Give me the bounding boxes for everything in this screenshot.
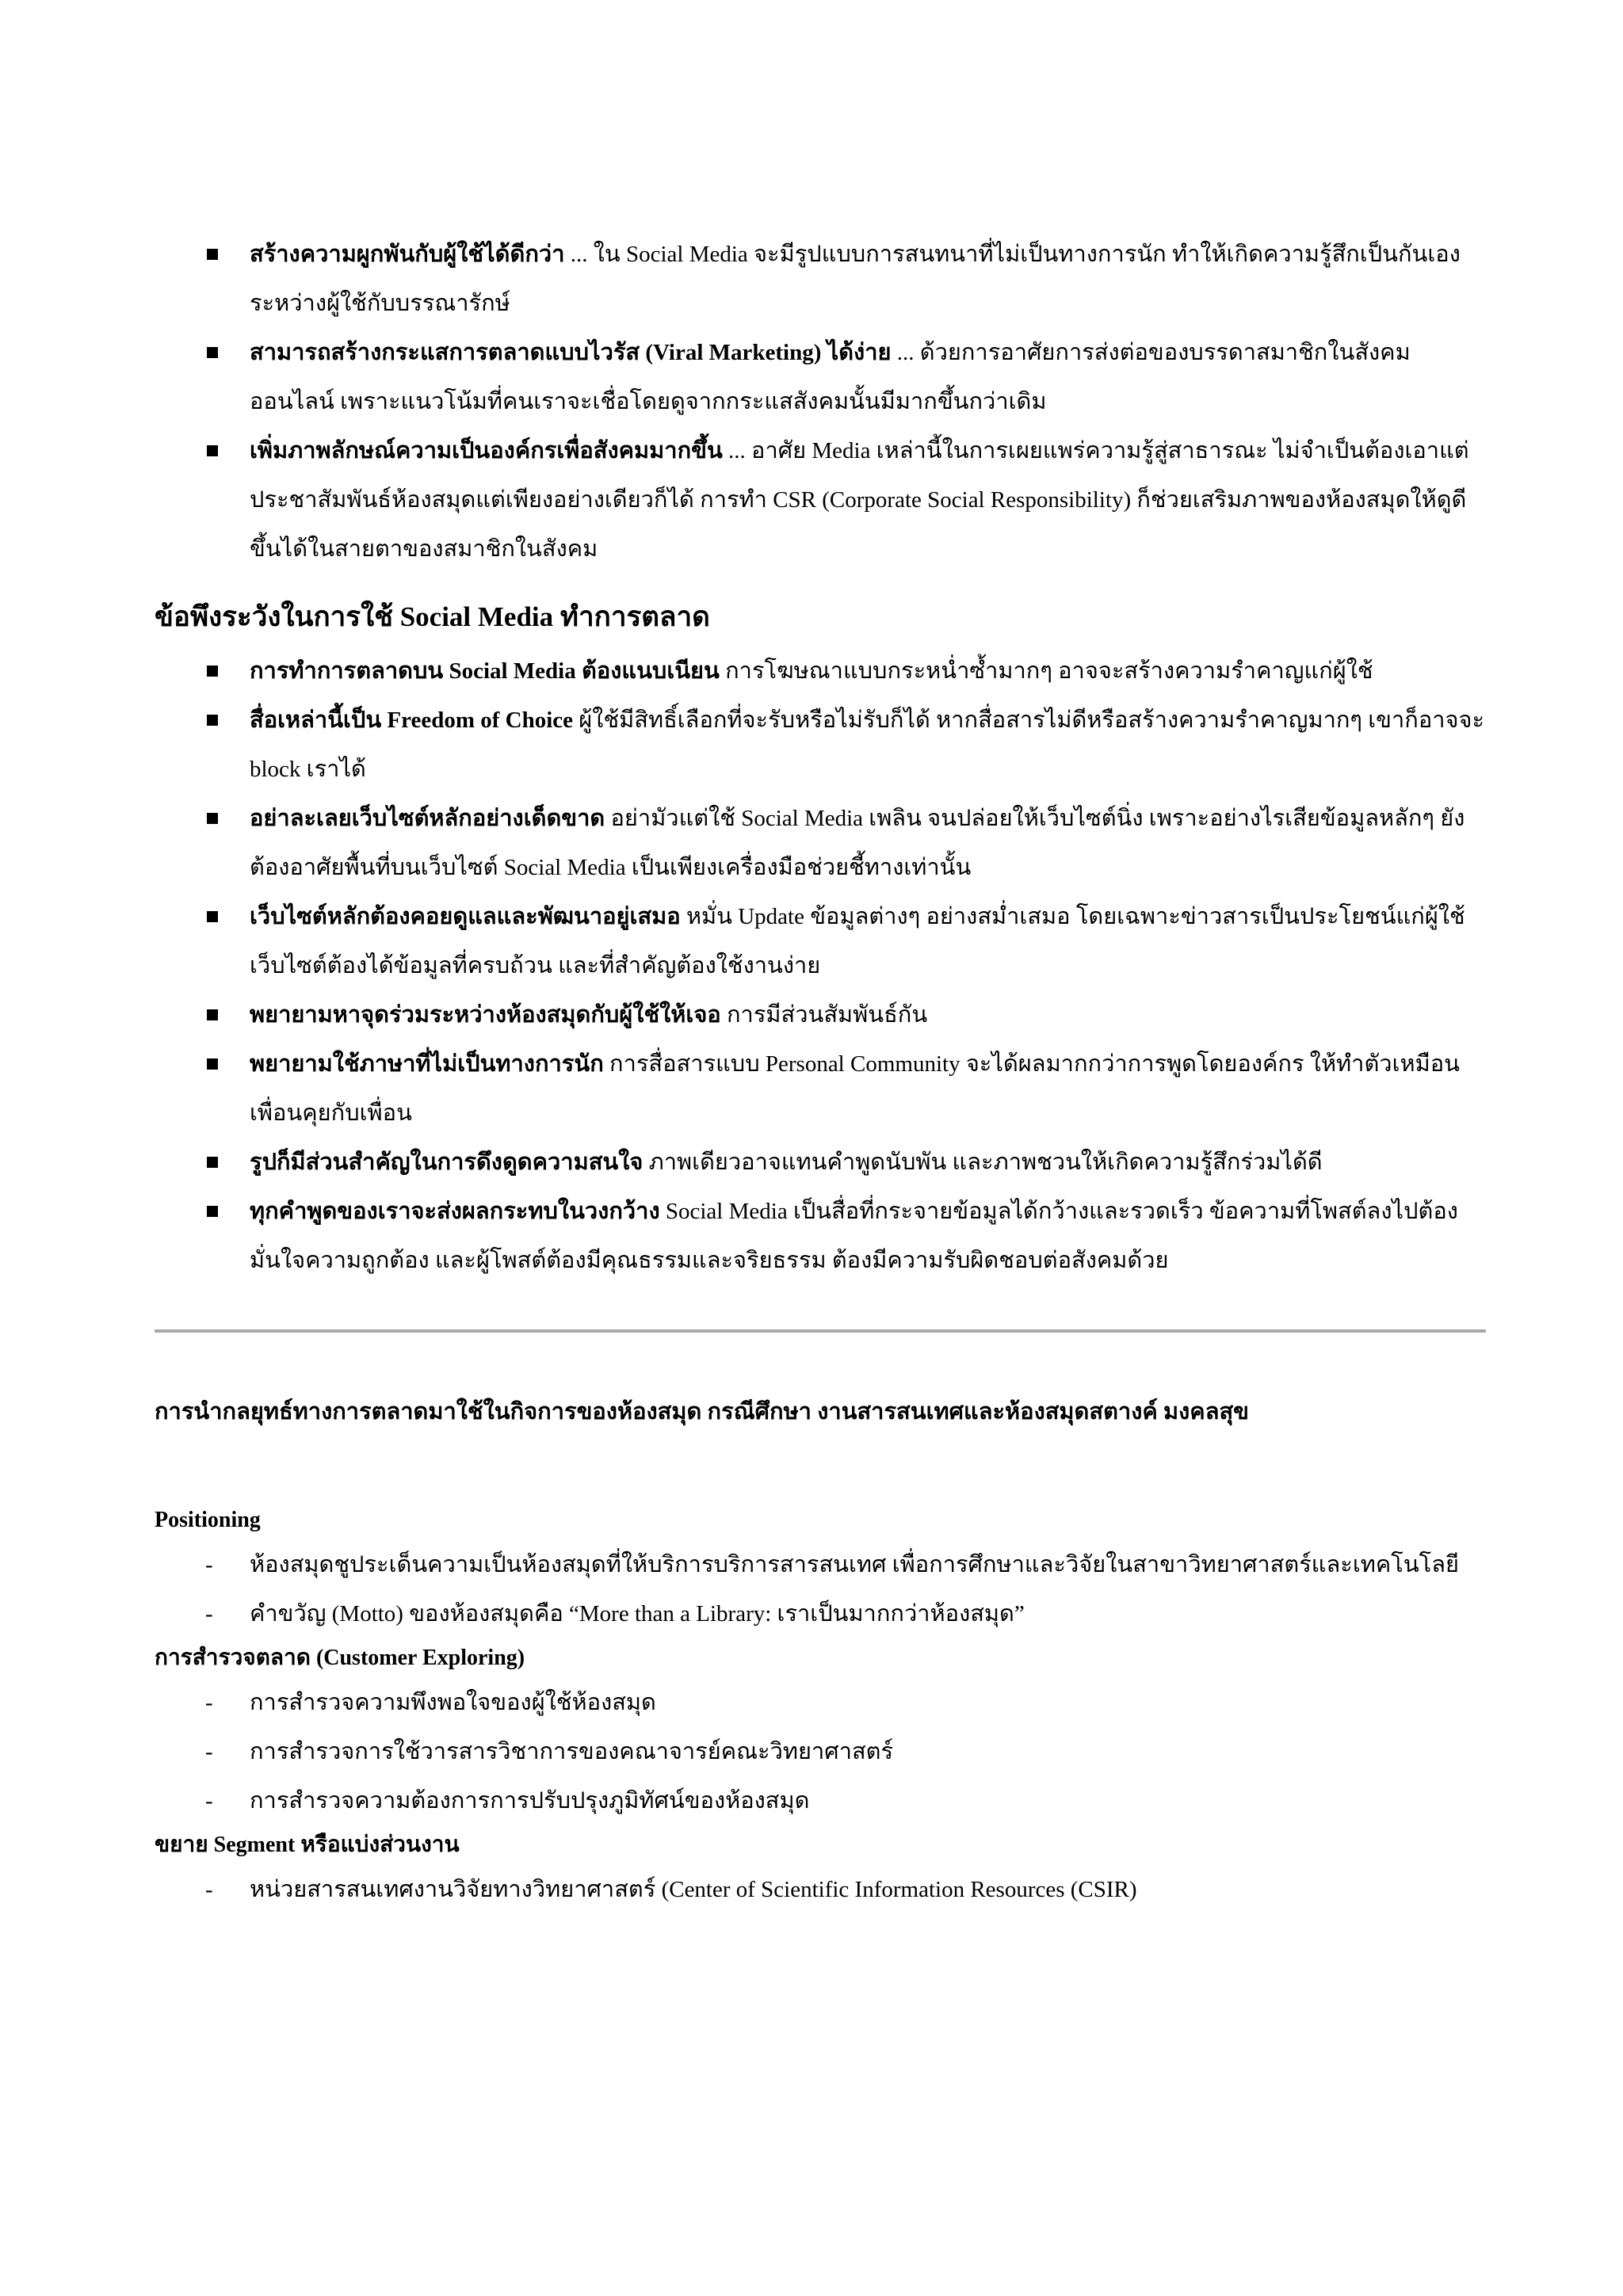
section-divider [155,1329,1486,1333]
positioning-heading: Positioning [155,1508,261,1532]
list-item: รูปก็มีส่วนสำคัญในการดึงดูดความสนใจ ภาพเดียวอาจแทนคำพูดนับพัน และภาพชวนให้เกิดความรู้สึกร่วมได้ดี [155,1138,1486,1187]
dash-marker: - [205,1739,213,1764]
square-bullet-icon [207,347,218,358]
list-item: - การสำรวจความต้องการการปรับปรุงภูมิทัศน์ของห้องสมุด [155,1776,1486,1825]
article-title: การนำกลยุทธ์ทางการตลาดมาใช้ในกิจการของห้องสมุด กรณีศึกษา งานสารสนเทศและห้องสมุดสตางค์ มงคลสุข [155,1399,1249,1425]
list-item: - หน่วยสารสนเทศงานวิจัยทางวิทยาศาสตร์ (Center of Scientific Information Resources (CSIR) [155,1865,1486,1914]
square-bullet-icon [207,1009,218,1020]
list-item: พยายามหาจุดร่วมระหว่างห้องสมุดกับผู้ใช้ให้เจอ การมีส่วนสัมพันธ์กัน [155,990,1486,1039]
list-item: พยายามใช้ภาษาที่ไม่เป็นทางการนัก การสื่อสารแบบ Personal Community จะได้ผลมากกว่าการพูดโดยองค์กร ให้ทำตัวเหมือนเพื่อนคุยกับเพื่อน [155,1039,1486,1138]
list-item: - การสำรวจความพึงพอใจของผู้ใช้ห้องสมุด [155,1678,1486,1727]
list-item: - การสำรวจการใช้วารสารวิชาการของคณาจารย์คณะวิทยาศาสตร์ [155,1727,1486,1776]
exploring-list [155,1678,1486,1825]
square-bullet-icon [207,813,218,824]
segment-list [155,1865,1486,1914]
page-content [155,230,1486,1914]
dash-marker: - [205,1788,213,1814]
list-item: เพิ่มภาพลักษณ์ความเป็นองค์กรเพื่อสังคมมากขึ้น ... อาศัย Media เหล่านี้ในการเผยแพร่ความรู้สู่สาธารณะ ไม่จำเป็นต้องเอาแต่ประชาสัมพันธ์ห้องสมุดแต่เพียงอย่างเดียวก็ได้ การทำ CSR (Corporate Social Responsibility) ก็ช่วยเสริมภาพของห้องสมุดให้ดูดีขึ้นได้ในสายตาของสมาชิกในสังคม [155,426,1486,574]
square-bullet-icon [207,911,218,922]
square-bullet-icon [207,445,218,456]
exploring-heading: การสำรวจตลาด (Customer Exploring) [155,1646,525,1670]
cautions-list [155,646,1486,1285]
list-item: ทุกคำพูดของเราจะส่งผลกระทบในวงกว้าง Social Media เป็นสื่อที่กระจายข้อมูลได้กว้างและรวดเร็ว ข้อความที่โพสต์ลงไปต้องมั่นใจความถูกต้อง และผู้โพสต์ต้องมีคุณธรรมและจริยธรรม ต้องมีความรับผิดชอบต่อสังคมด้วย [155,1187,1486,1285]
dash-marker: - [205,1690,213,1715]
square-bullet-icon [207,1058,218,1070]
list-item: สามารถสร้างกระแสการตลาดแบบไวรัส (Viral Marketing) ได้ง่าย ... ด้วยการอาศัยการส่งต่อของบรรดาสมาชิกในสังคมออนไลน์ เพราะแนวโน้มที่คนเราจะเชื่อโดยดูจากกระแสสังคมนั้นมีมากขึ้นกว่าเดิม [155,328,1486,426]
list-item: - คำขวัญ (Motto) ของห้องสมุดคือ “More than a Library: เราเป็นมากกว่าห้องสมุด” [155,1589,1486,1638]
list-item: สื่อเหล่านี้เป็น Freedom of Choice ผู้ใช้มีสิทธิ์เลือกที่จะรับหรือไม่รับก็ได้ หากสื่อสารไม่ดีหรือสร้างความรำคาญมากๆ เขาก็อาจจะ block เราได้ [155,696,1486,794]
segment-heading: ขยาย Segment หรือแบ่งส่วนงาน [155,1833,460,1857]
dash-marker: - [205,1877,213,1902]
benefits-list [155,230,1486,574]
square-bullet-icon [207,249,218,260]
positioning-list [155,1540,1486,1638]
dash-marker: - [205,1552,213,1577]
list-item: - ห้องสมุดชูประเด็นความเป็นห้องสมุดที่ให้บริการบริการสารสนเทศ เพื่อการศึกษาและวิจัยในสาขาวิทยาศาสตร์และเทคโนโลยี [155,1540,1486,1589]
square-bullet-icon [207,1206,218,1217]
square-bullet-icon [207,715,218,726]
list-item: การทำการตลาดบน Social Media ต้องแนบเนียน การโฆษณาแบบกระหน่ำซ้ำมากๆ อาจจะสร้างความรำคาญแก่ผู้ใช้ [155,646,1486,696]
list-item: อย่าละเลยเว็บไซต์หลักอย่างเด็ดขาด อย่ามัวแต่ใช้ Social Media เพลิน จนปล่อยให้เว็บไซต์นิ่ง เพราะอย่างไรเสียข้อมูลหลักๆ ยังต้องอาศัยพื้นที่บนเว็บไซต์ Social Media เป็นเพียงเครื่องมือช่วยชี้ทางเท่านั้น [155,794,1486,892]
list-item: เว็บไซต์หลักต้องคอยดูแลและพัฒนาอยู่เสมอ หมั่น Update ข้อมูลต่างๆ อย่างสม่ำเสมอ โดยเฉพาะข่าวสารเป็นประโยชน์แก่ผู้ใช้ เว็บไซต์ต้องได้ข้อมูลที่ครบถ้วน และที่สำคัญต้องใช้งานง่าย [155,892,1486,990]
dash-marker: - [205,1601,213,1627]
list-item: สร้างความผูกพันกับผู้ใช้ได้ดีกว่า ... ใน Social Media จะมีรูปแบบการสนทนาที่ไม่เป็นทางการนัก ทำให้เกิดความรู้สึกเป็นกันเองระหว่างผู้ใช้กับบรรณารักษ์ [155,230,1486,328]
cautions-heading: ข้อพึงระวังในการใช้ Social Media ทำการตลาด [155,601,710,632]
square-bullet-icon [207,666,218,677]
square-bullet-icon [207,1157,218,1168]
